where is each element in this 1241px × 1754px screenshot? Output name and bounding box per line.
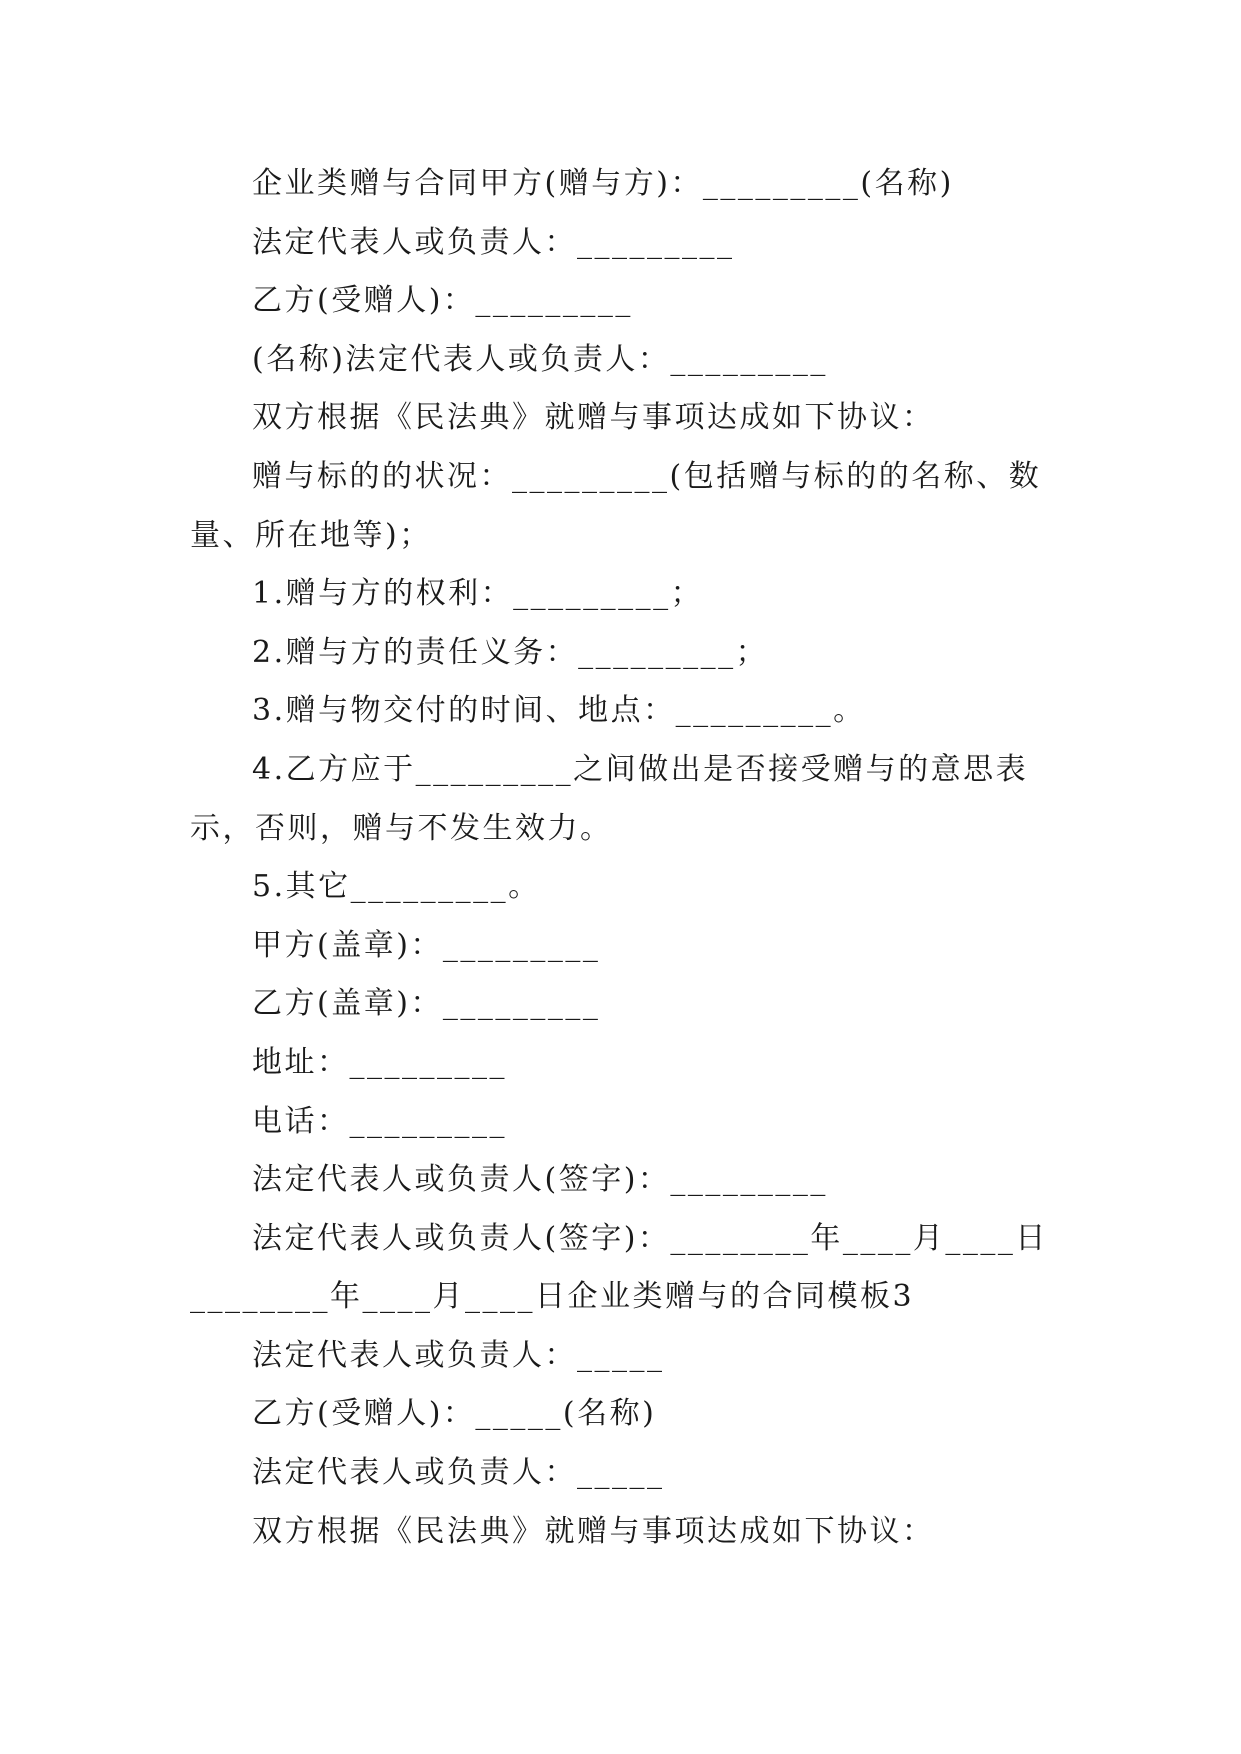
template3-agreement-intro: 双方根据《民法典》就赠与事项达成如下协议： <box>252 1513 935 1549</box>
clause-donor-obligations: 2.赠与方的责任义务：_________； <box>252 634 769 670</box>
signature-address: 地址：_________ <box>252 1044 507 1080</box>
template3-recipient-representative: 法定代表人或负责人：_____ <box>252 1455 665 1491</box>
signature-representative-a: 法定代表人或负责人(签字)：_________ <box>252 1162 828 1198</box>
paragraph-donor-party: 企业类赠与合同甲方(赠与方)：_________(名称) <box>252 166 954 201</box>
template3-representative: 法定代表人或负责人：_____ <box>252 1337 665 1373</box>
clause-delivery-time-place: 3.赠与物交付的时间、地点：_________。 <box>252 693 866 729</box>
paragraph-recipient-representative: (名称)法定代表人或负责人：_________ <box>252 341 828 377</box>
paragraph-recipient-party: 乙方(受赠人)：_________ <box>252 283 633 319</box>
clause-acceptance-deadline: 4.乙方应于_________之间做出是否接受赠与的意思表示，否则，赠与不发生效力。 <box>190 751 1029 846</box>
signature-party-b-seal: 乙方(盖章)：_________ <box>252 986 601 1022</box>
clause-donor-rights: 1.赠与方的权利：_________； <box>252 576 704 612</box>
clause-other: 5.其它_________。 <box>252 869 541 905</box>
template3-recipient-party: 乙方(受赠人)：_____(名称) <box>252 1396 657 1432</box>
signature-party-a-seal: 甲方(盖章)：_________ <box>252 927 601 963</box>
paragraph-gift-subject: 赠与标的的状况：_________(包括赠与标的的名称、数量、所在地等)； <box>190 458 1042 553</box>
paragraph-donor-representative: 法定代表人或负责人：_________ <box>252 224 735 260</box>
signature-phone: 电话：_________ <box>252 1103 507 1139</box>
paragraph-agreement-intro: 双方根据《民法典》就赠与事项达成如下协议： <box>252 400 935 436</box>
signature-representative-b-dates: 法定代表人或负责人(签字)：________年____月____日________年____月____日企业类赠与的合同模板3 <box>190 1220 1048 1315</box>
document-body <box>190 155 1050 1561</box>
